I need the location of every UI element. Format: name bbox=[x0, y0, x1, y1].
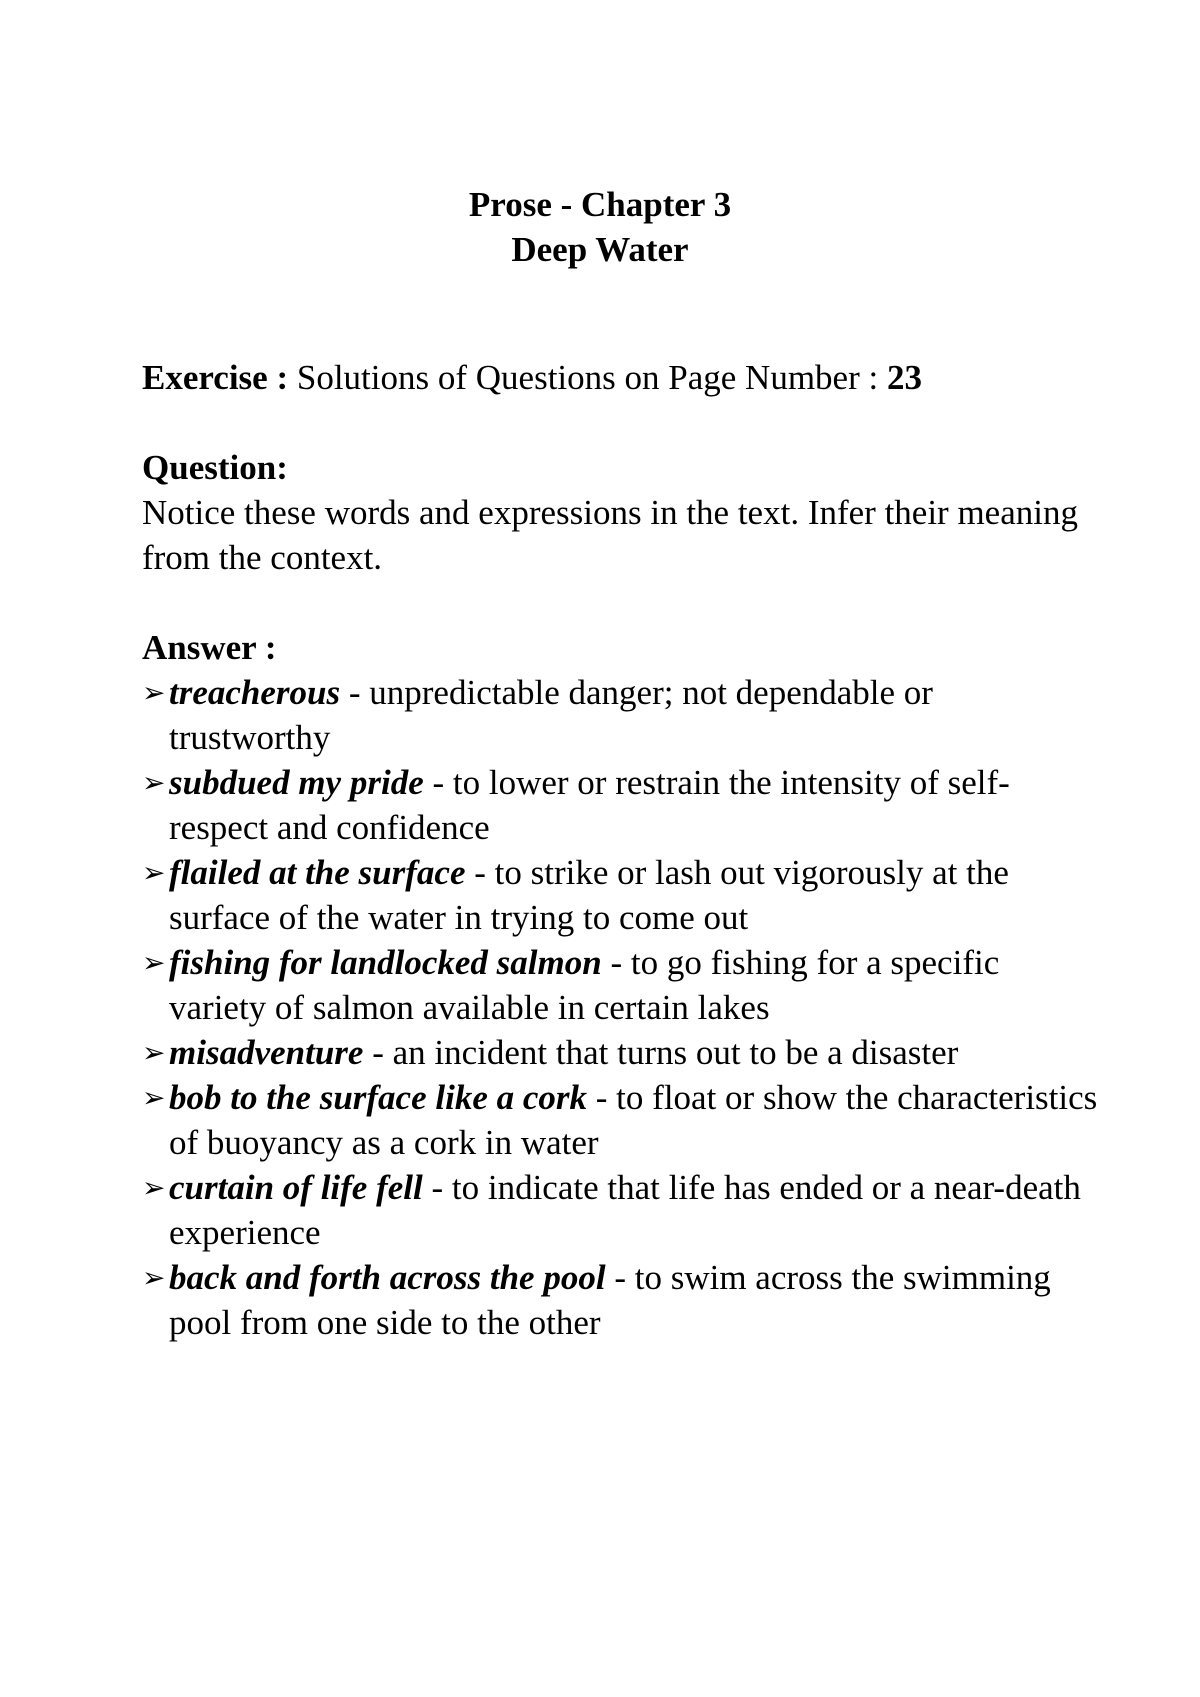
arrow-bullet-icon: ➢ bbox=[142, 946, 166, 979]
content bbox=[142, 355, 1102, 1345]
arrow-bullet-icon: ➢ bbox=[142, 1261, 166, 1294]
answer-definition: - to float or show the characteristics of buoyancy as a cork in water bbox=[169, 1078, 1098, 1162]
exercise-line bbox=[142, 355, 1102, 400]
answer-list bbox=[142, 670, 1102, 1345]
answer-term: flailed at the surface bbox=[169, 853, 466, 892]
title-block bbox=[0, 182, 1200, 272]
answer-definition: - an incident that turns out to be a disaster bbox=[363, 1033, 959, 1072]
answer-term: treacherous bbox=[169, 673, 341, 712]
answer-term: back and forth across the pool bbox=[169, 1258, 606, 1297]
exercise-page-number: 23 bbox=[886, 358, 922, 397]
answer-item bbox=[142, 940, 1102, 1030]
answer-definition: - to lower or restrain the intensity of self-respect and confidence bbox=[169, 763, 1010, 847]
answer-definition: - to swim across the swimming pool from one side to the other bbox=[169, 1258, 1051, 1342]
exercise-text: Solutions of Questions on Page Number : bbox=[296, 358, 879, 397]
answer-term: misadventure bbox=[169, 1033, 364, 1072]
answer-item bbox=[142, 1165, 1102, 1255]
answer-definition: - to indicate that life has ended or a near-death experience bbox=[169, 1168, 1081, 1252]
answer-item bbox=[142, 1030, 1102, 1075]
question-heading: Question: bbox=[142, 448, 288, 487]
answer-item bbox=[142, 1255, 1102, 1345]
answer-term: subdued my pride bbox=[169, 763, 424, 802]
answer-item bbox=[142, 850, 1102, 940]
arrow-bullet-icon: ➢ bbox=[142, 766, 166, 799]
chapter-subtitle: Deep Water bbox=[511, 230, 689, 269]
arrow-bullet-icon: ➢ bbox=[142, 676, 166, 709]
arrow-bullet-icon: ➢ bbox=[142, 856, 166, 889]
answer-item bbox=[142, 760, 1102, 850]
answer-definition: - unpredictable danger; not dependable or trustworthy bbox=[169, 673, 933, 757]
chapter-title: Prose - Chapter 3 bbox=[468, 185, 732, 224]
answer-definition: - to strike or lash out vigorously at the surface of the water in trying to come out bbox=[169, 853, 1009, 937]
arrow-bullet-icon: ➢ bbox=[142, 1081, 166, 1114]
arrow-bullet-icon: ➢ bbox=[142, 1036, 166, 1069]
answer-definition: - to go fishing for a specific variety of salmon available in certain lakes bbox=[169, 943, 1000, 1027]
answer-term: fishing for landlocked salmon bbox=[169, 943, 602, 982]
answer-term: bob to the surface like a cork bbox=[169, 1078, 588, 1117]
answer-item bbox=[142, 1075, 1102, 1165]
answer-item bbox=[142, 670, 1102, 760]
question-text: Notice these words and expressions in the text. Infer their meaning from the context. bbox=[142, 493, 1078, 577]
answer-term: curtain of life fell bbox=[169, 1168, 423, 1207]
exercise-label: Exercise : bbox=[142, 358, 289, 397]
arrow-bullet-icon: ➢ bbox=[142, 1171, 166, 1204]
answer-heading: Answer : bbox=[142, 628, 277, 667]
